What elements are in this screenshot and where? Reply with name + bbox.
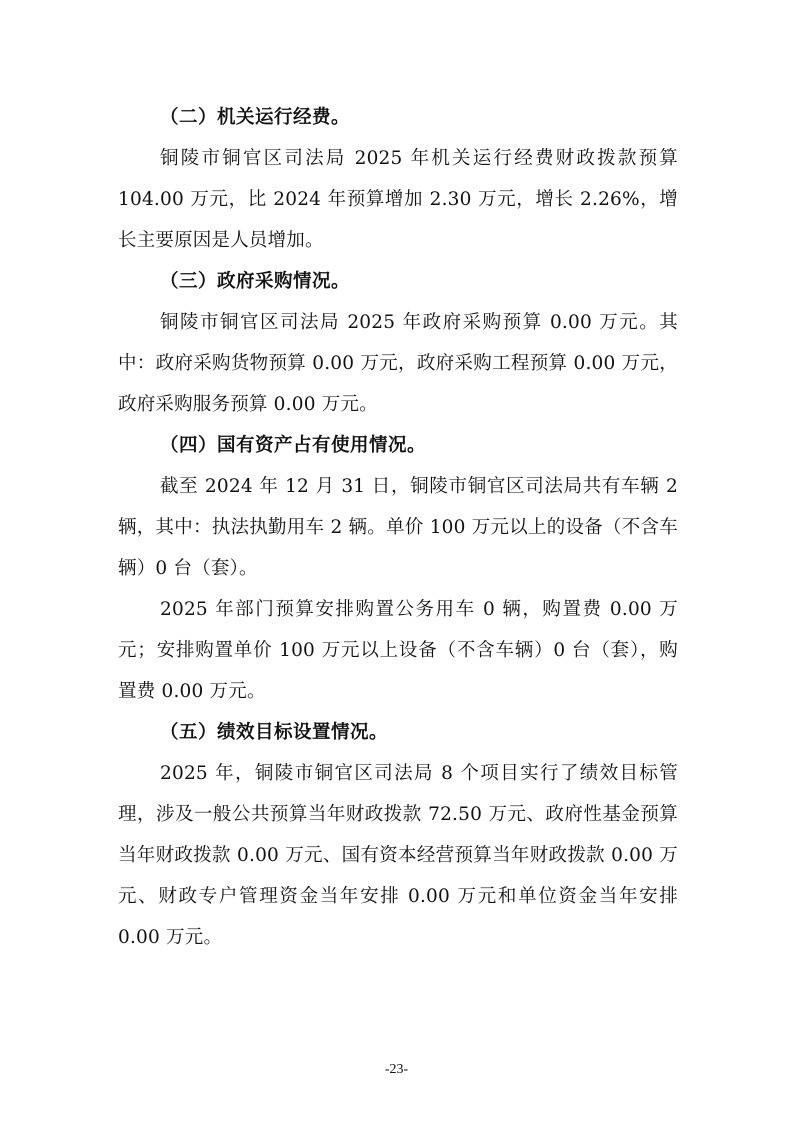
section-heading-government-procurement: （三）政府采购情况。 bbox=[160, 271, 351, 292]
paragraph-performance-targets: 2025 年，铜陵市铜官区司法局 8 个项目实行了绩效目标管理，涉及一般公共预算当年财政拨款 72.50 万元、政府性基金预算当年财政拨款 0.00 万元、国有资本经营预算当年财政拨款 0.00 万元、财政专户管理资金当年安排 0.00 万元和单位资金当年安排 0.00 万元。 bbox=[118, 763, 678, 948]
section-heading-performance-targets: （五）绩效目标设置情况。 bbox=[160, 722, 389, 743]
document-body bbox=[118, 97, 678, 958]
section-heading-operating-funds: （二）机关运行经费。 bbox=[160, 107, 351, 128]
section-heading-state-assets: （四）国有资产占有使用情况。 bbox=[160, 435, 427, 456]
paragraph-government-procurement: 铜陵市铜官区司法局 2025 年政府采购预算 0.00 万元。其中：政府采购货物预算 0.00 万元，政府采购工程预算 0.00 万元，政府采购服务预算 0.00 万元。 bbox=[118, 312, 678, 415]
paragraph-state-assets-purchase: 2025 年部门预算安排购置公务用车 0 辆，购置费 0.00 万元；安排购置单价 100 万元以上设备（不含车辆）0 台（套），购置费 0.00 万元。 bbox=[118, 599, 678, 702]
paragraph-operating-funds: 铜陵市铜官区司法局 2025 年机关运行经费财政拨款预算 104.00 万元，比 2024 年预算增加 2.30 万元，增长 2.26%，增长主要原因是人员增加。 bbox=[118, 148, 678, 251]
paragraph-state-assets-vehicles: 截至 2024 年 12 月 31 日，铜陵市铜官区司法局共有车辆 2 辆，其中：执法执勤用车 2 辆。单价 100 万元以上的设备（不含车辆）0 台（套）。 bbox=[118, 476, 678, 579]
page-number: -23- bbox=[384, 1062, 409, 1077]
